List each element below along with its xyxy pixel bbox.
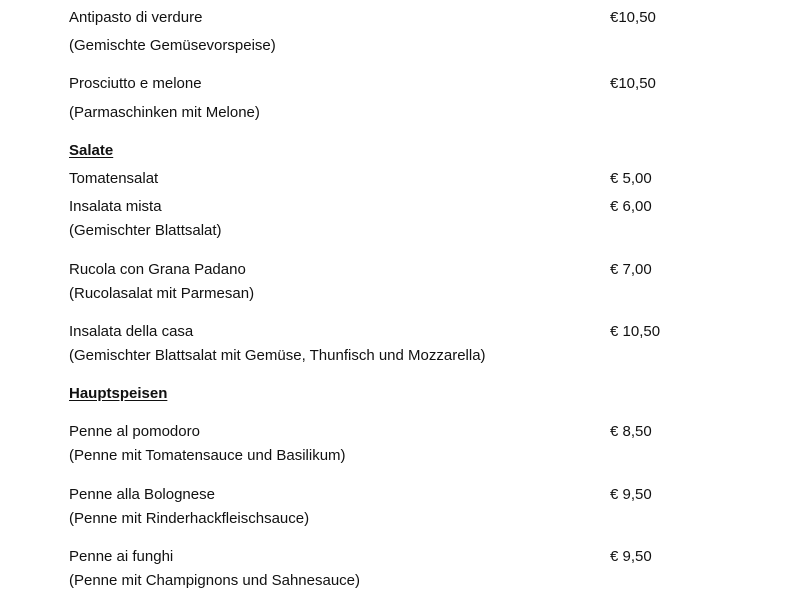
dish-price: € 10,50	[610, 323, 661, 340]
dish-name: Prosciutto e melone	[69, 75, 202, 92]
dish-price: € 5,00	[610, 170, 652, 187]
dish-price: € 9,50	[610, 486, 652, 503]
dish-price: €10,50	[610, 75, 656, 92]
dish-description: (Gemischter Blattsalat mit Gemüse, Thunfisch und Mozzarella)	[69, 347, 486, 364]
dish-name: Rucola con Grana Padano	[69, 261, 246, 278]
section-heading-hauptspeisen: Hauptspeisen	[69, 385, 168, 402]
section-heading-salate: Salate	[69, 142, 114, 159]
dish-description: (Penne mit Tomatensauce und Basilikum)	[69, 447, 346, 464]
dish-description: (Penne mit Champignons und Sahnesauce)	[69, 572, 361, 589]
dish-price: € 9,50	[610, 548, 652, 565]
dish-name: Tomatensalat	[69, 170, 159, 187]
dish-description: (Parmaschinken mit Melone)	[69, 104, 260, 121]
dish-name: Penne al pomodoro	[69, 423, 200, 440]
dish-name: Insalata mista	[69, 198, 162, 215]
dish-price: € 7,00	[610, 261, 652, 278]
dish-description: (Gemischte Gemüsevorspeise)	[69, 37, 276, 54]
dish-price: €10,50	[610, 9, 656, 26]
dish-description: (Rucolasalat mit Parmesan)	[69, 285, 255, 302]
dish-name: Antipasto di verdure	[69, 9, 203, 26]
dish-price: € 8,50	[610, 423, 652, 440]
dish-name: Insalata della casa	[69, 323, 194, 340]
dish-name: Penne ai funghi	[69, 548, 174, 565]
dish-price: € 6,00	[610, 198, 652, 215]
dish-description: (Gemischter Blattsalat)	[69, 222, 222, 239]
dish-description: (Penne mit Rinderhackfleischsauce)	[69, 510, 310, 527]
dish-name: Penne alla Bolognese	[69, 486, 215, 503]
